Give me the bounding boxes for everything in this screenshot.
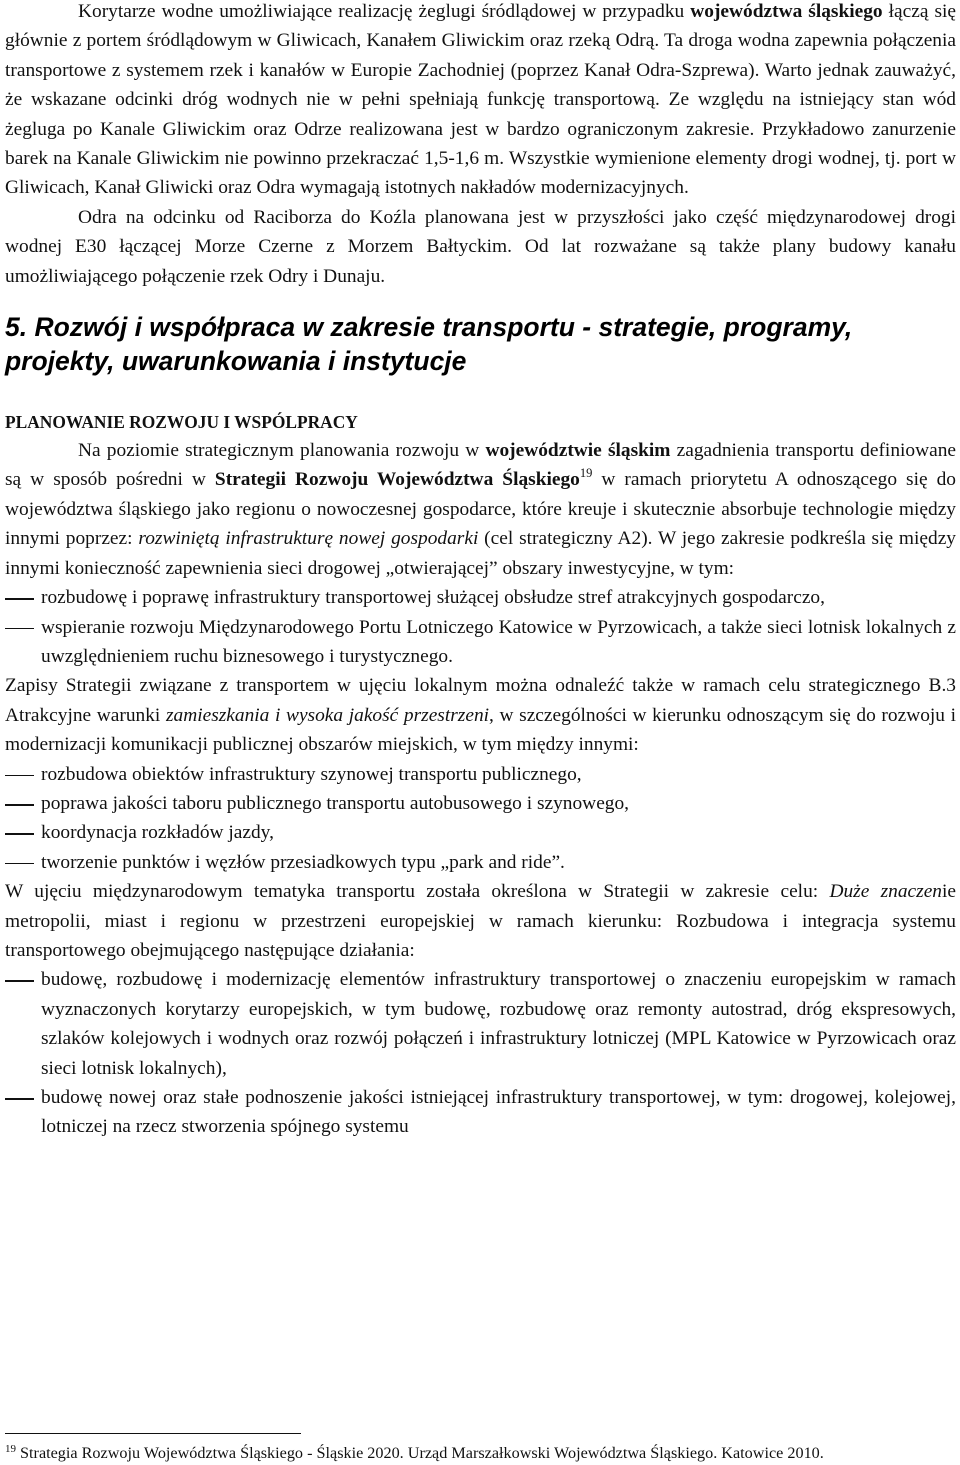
- text-span: łączą się głównie z portem śródlądowym w Gliwicach, Kanałem Gliwickim oraz rzeką Odrą. Ta droga wodna zapewnia połączenia transportowe z systemem rzek i kanałów w Europie Zachodniej (poprzez Kanał Odra-Szprewa). Warto jednak zauważyć, że wskazane odcinki dróg wodnych nie w pełni spełniają funkcję transportową. Ze względu na istniejący stan wód żegluga po Kanale Gliwickim oraz Odrze realizowana jest w bardzo ograniczonym zakresie. Przykładowo zanurzenie barek na Kanale Gliwickim nie powinno przekraczać 1,5-1,6 m. Wszystkie wymienione elementy drogi wodnej, tj. port w Gliwicach, Kanał Gliwicki oraz Odra wymagają istotnych nakładów modernizacyjnych.: [5, 1, 956, 199]
- bold-text: województwie śląskim: [485, 440, 671, 462]
- list-item-text: rozbudowa obiektów infrastruktury szynowej transportu publicznego,: [41, 763, 582, 785]
- footnote-separator: [5, 1433, 301, 1434]
- list-item-text: budowę, rozbudowę i modernizację elementów infrastruktury transportowej o znaczeniu europejskim w ramach wyznaczonych korytarzy europejskich, w tym budowę, rozbudowę oraz remonty autostrad, dróg ekspresowych, szlaków kolejowych i wodnych oraz rozwój połączeń i infrastruktury lotniczej (MPL Katowice w Pyrzowicach oraz sieci lotnisk lokalnych),: [41, 969, 956, 1079]
- text-span: Korytarze wodne umożliwiające realizację żeglugi śródlądowej w przypadku: [78, 1, 691, 22]
- list-item-text: budowę nowej oraz stałe podnoszenie jakości istniejącej infrastruktury transportowej, w tym: drogowej, kolejowej, lotniczej na rzecz stworzenia spójnego systemu: [41, 1087, 956, 1138]
- text-span: , w szczególności w kierunku odnoszącym się do rozwoju i modernizacji komunikacji publicznej obszarów miejskich, w tym między innymi:: [5, 704, 956, 756]
- footnote: [5, 1441, 935, 1465]
- list-item: [5, 848, 956, 877]
- list-item: [5, 583, 956, 612]
- list-item: [5, 818, 956, 847]
- list-item: [5, 789, 956, 818]
- bullet-list-3: [5, 965, 956, 1141]
- subheading: PLANOWANIE ROZWOJU I WSPÓLPRACY: [5, 412, 358, 433]
- text-span: Na poziomie strategicznym planowania rozwoju w: [78, 440, 486, 462]
- bold-text: Strategii Rozwoju Województwa Śląskiego: [214, 469, 580, 491]
- section-heading: 5. Rozwój i współpraca w zakresie transportu - strategie, programy, projekty, uwarunkowania i instytucje: [5, 312, 853, 377]
- list-item-text: tworzenie punktów i węzłów przesiadkowych typu „park and ride”.: [41, 851, 565, 873]
- paragraph-international: [5, 877, 956, 965]
- bullet-list-2: [5, 760, 956, 878]
- bold-text: województwa śląskiego: [690, 1, 883, 22]
- footnote-text: Strategia Rozwoju Województwa Śląskiego - Śląskie 2020. Urząd Marszałkowski Województwa Śląskiego. Katowice 2010.: [16, 1444, 824, 1462]
- list-item: [5, 760, 956, 789]
- footnote-reference[interactable]: 19: [579, 466, 593, 481]
- paragraph-odra: Odra na odcinku od Raciborza do Koźla planowana jest w przyszłości jako część międzynarodowej drogi wodnej E30 łączącej Morze Czerne z Morzem Bałtyckim. Od lat rozważane są także plany budowy kanału umożliwiającego połączenie rzek Odry i Dunaju.: [5, 206, 956, 287]
- list-item: [5, 613, 956, 672]
- paragraph-waterways: [5, 0, 956, 203]
- text-span: (cel strategiczny A2). W jego zakresie podkreśla się między innymi konieczność zapewnienia sieci drogowej „otwierającej” obszary inwestycyjne, w tym:: [5, 528, 957, 579]
- paragraph-local: [5, 671, 956, 759]
- list-item-text: koordynacja rozkładów jazdy,: [41, 822, 274, 844]
- list-item: [5, 965, 956, 1083]
- text-span: Zapisy Strategii związane z transportem w ujęciu lokalnym można odnaleźć także w ramach celu strategicznego B.3 Atrakcyjne warunki: [5, 675, 956, 726]
- italic-text: rozwiniętą infrastrukturę nowej gospodarki: [138, 528, 479, 550]
- list-item-text: rozbudowę i poprawę infrastruktury transportowej służącej obsłudze stref atrakcyjnych gospodarczo,: [41, 587, 825, 609]
- text-span: W ujęciu międzynarodowym tematyka transportu została określona w Strategii w zakresie celu:: [5, 881, 830, 903]
- text-span: w ramach priorytetu A odnoszącego się do województwa śląskiego jako regionu o nowoczesnej gospodarce, które kreuje i skutecznie absorbuje technologie między innymi poprzez:: [5, 469, 956, 550]
- list-item: [5, 1083, 956, 1142]
- list-item-text: poprawa jakości taboru publicznego transportu autobusowego i szynowego,: [41, 792, 630, 814]
- bullet-list-1: [5, 583, 956, 671]
- paragraph-strategy: [5, 436, 956, 583]
- italic-text: Duże znaczen: [829, 881, 942, 903]
- italic-text: zamieszkania i wysoka jakość przestrzeni: [165, 704, 490, 726]
- text-span: zagadnienia transportu definiowane są w sposób pośredni w: [5, 440, 957, 491]
- footnote-number: 19: [5, 1443, 16, 1455]
- text-span: ie metropolii, miast i regionu w przestrzeni europejskiej w ramach kierunku: Rozbudowa i integracja systemu transportowego obejmującego następujące działania:: [5, 881, 956, 961]
- list-item-text: wspieranie rozwoju Międzynarodowego Portu Lotniczego Katowice w Pyrzowicach, a także sieci lotnisk lokalnych z uwzględnieniem ruchu biznesowego i turystycznego.: [41, 616, 956, 667]
